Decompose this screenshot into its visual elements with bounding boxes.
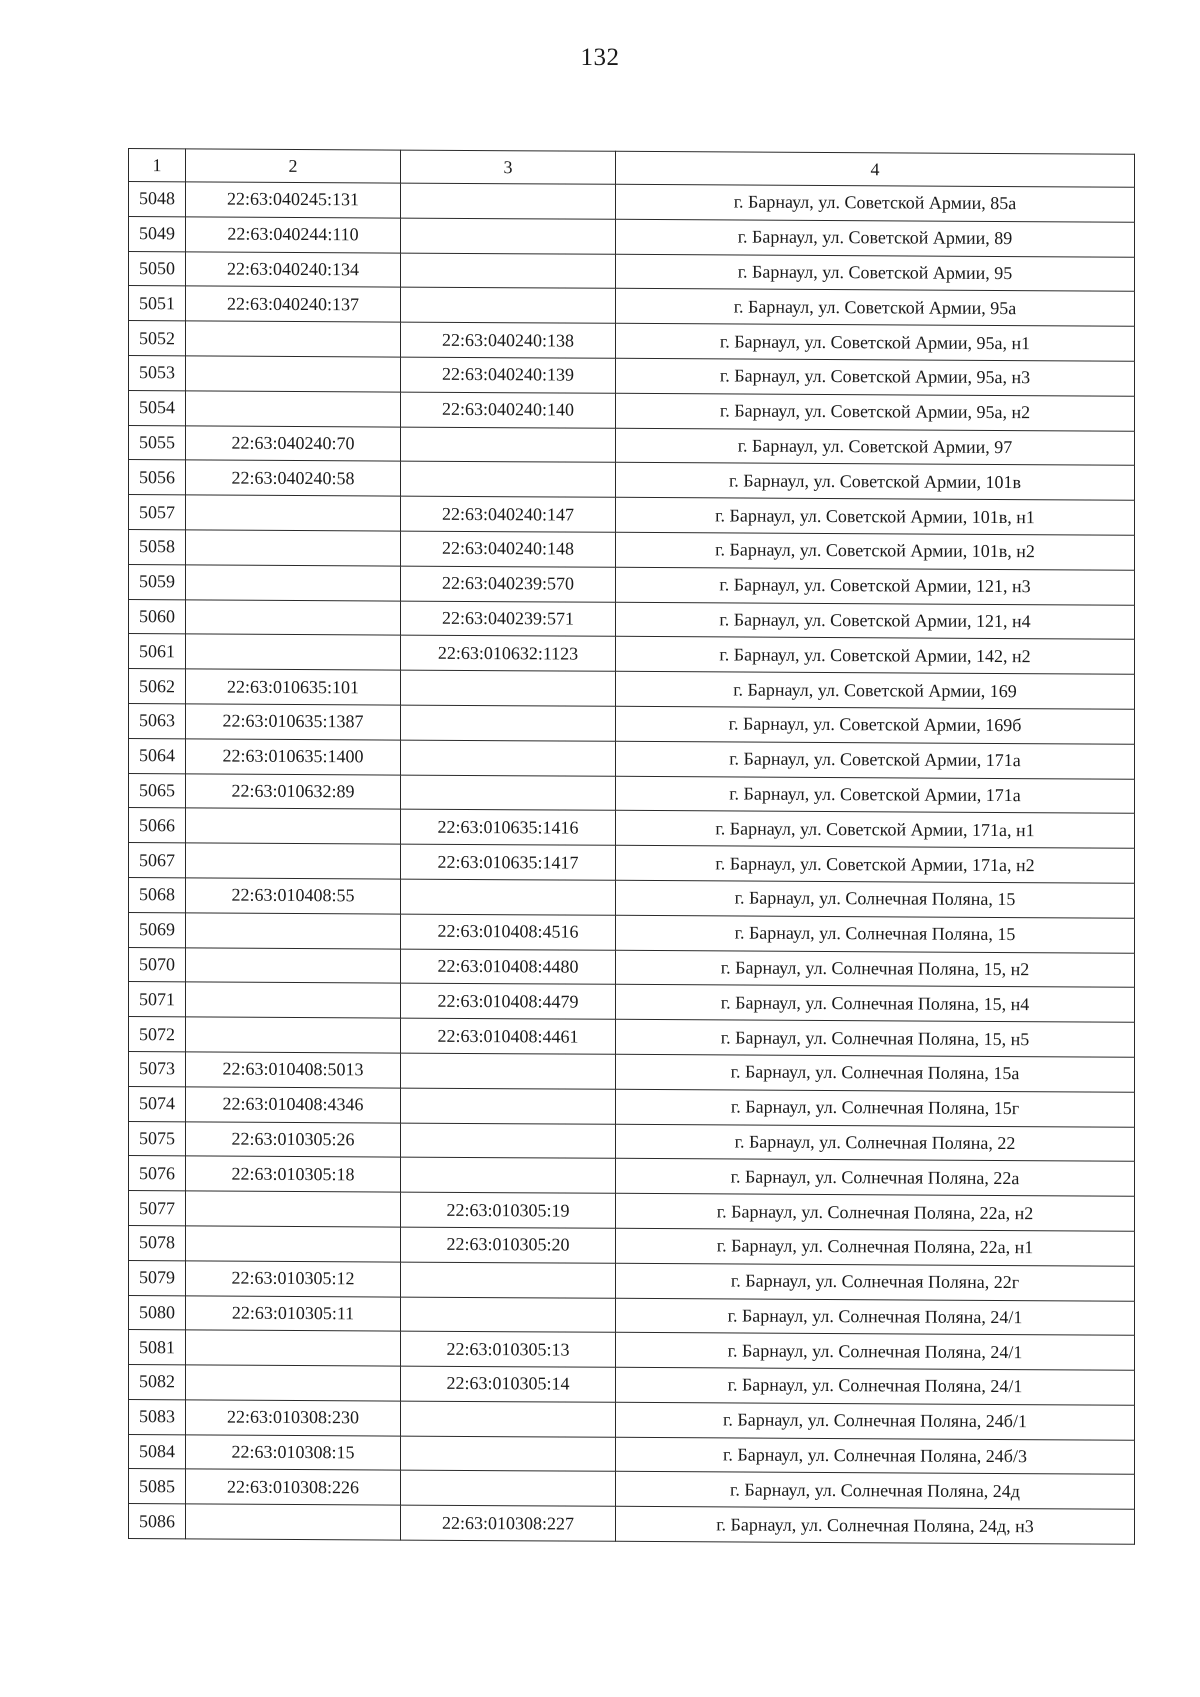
table-row xyxy=(129,182,1135,223)
cadastral-number-cell: 22:63:010635:1387 xyxy=(186,704,401,740)
cadastral-number-alt-cell: 22:63:010305:13 xyxy=(401,1331,616,1367)
address-cell: г. Барнаул, ул. Советской Армии, 171а xyxy=(616,776,1135,814)
table-row xyxy=(129,773,1135,814)
cadastral-number-cell xyxy=(186,982,401,1018)
row-number-cell: 5053 xyxy=(129,355,186,390)
row-number-cell: 5054 xyxy=(129,390,186,425)
cadastral-number-cell: 22:63:010408:5013 xyxy=(186,1052,401,1088)
row-number-cell: 5066 xyxy=(129,808,186,843)
cadastral-number-alt-cell: 22:63:010305:14 xyxy=(401,1366,616,1402)
row-number-cell: 5074 xyxy=(129,1086,186,1121)
row-number-cell: 5085 xyxy=(129,1469,186,1504)
cadastral-number-alt-cell: 22:63:010635:1416 xyxy=(401,809,616,845)
cadastral-number-cell: 22:63:010305:26 xyxy=(186,1121,401,1157)
cadastral-number-alt-cell xyxy=(401,1053,616,1089)
cadastral-number-cell: 22:63:040244:110 xyxy=(186,217,401,253)
cadastral-number-cell xyxy=(186,1330,401,1366)
table-row xyxy=(129,1260,1135,1301)
cadastral-number-cell: 22:63:010635:101 xyxy=(186,669,401,705)
table-row xyxy=(129,1469,1135,1510)
cadastral-number-alt-cell xyxy=(401,427,616,463)
row-number-cell: 5082 xyxy=(129,1365,186,1400)
cadastral-number-alt-cell: 22:63:040239:571 xyxy=(401,601,616,637)
cadastral-number-alt-cell: 22:63:010408:4516 xyxy=(401,914,616,950)
table-row xyxy=(129,529,1135,570)
row-number-cell: 5057 xyxy=(129,495,186,530)
table-row xyxy=(129,495,1135,536)
address-cell: г. Барнаул, ул. Солнечная Поляна, 15, н2 xyxy=(616,950,1135,988)
cadastral-number-cell xyxy=(186,391,401,427)
cadastral-number-alt-cell: 22:63:010632:1123 xyxy=(401,635,616,671)
address-cell: г. Барнаул, ул. Солнечная Поляна, 24б/3 xyxy=(616,1437,1135,1475)
cadastral-number-cell: 22:63:040245:131 xyxy=(186,182,401,218)
table-row xyxy=(129,1504,1135,1545)
address-cell: г. Барнаул, ул. Солнечная Поляна, 15 xyxy=(616,915,1135,953)
registry-table xyxy=(128,148,1135,1545)
cadastral-number-cell xyxy=(186,808,401,844)
cadastral-number-alt-cell: 22:63:010305:20 xyxy=(401,1227,616,1263)
table-row xyxy=(129,251,1135,292)
cadastral-number-alt-cell: 22:63:040239:570 xyxy=(401,566,616,602)
address-cell: г. Барнаул, ул. Солнечная Поляна, 22а xyxy=(616,1159,1135,1197)
cadastral-number-cell: 22:63:010408:55 xyxy=(186,878,401,914)
table-row xyxy=(129,808,1135,849)
address-cell: г. Барнаул, ул. Советской Армии, 169б xyxy=(616,706,1135,744)
address-cell: г. Барнаул, ул. Советской Армии, 95а, н1 xyxy=(616,323,1135,361)
table-row xyxy=(129,1399,1135,1440)
cadastral-number-alt-cell: 22:63:040240:138 xyxy=(401,322,616,358)
address-cell: г. Барнаул, ул. Солнечная Поляна, 22а, н2 xyxy=(616,1193,1135,1231)
cadastral-number-alt-cell xyxy=(401,1436,616,1472)
row-number-cell: 5084 xyxy=(129,1434,186,1469)
cadastral-number-cell xyxy=(186,321,401,357)
address-cell: г. Барнаул, ул. Советской Армии, 171а, н1 xyxy=(616,811,1135,849)
row-number-cell: 5069 xyxy=(129,912,186,947)
cadastral-number-alt-cell xyxy=(401,253,616,289)
address-cell: г. Барнаул, ул. Советской Армии, 95 xyxy=(616,254,1135,292)
cadastral-number-alt-cell xyxy=(401,1262,616,1298)
table-row xyxy=(129,1295,1135,1336)
table-row xyxy=(129,1191,1135,1232)
cadastral-number-cell xyxy=(186,1191,401,1227)
address-cell: г. Барнаул, ул. Советской Армии, 95а, н3 xyxy=(616,358,1135,396)
cadastral-number-cell: 22:63:040240:137 xyxy=(186,286,401,322)
table-row xyxy=(129,599,1135,640)
table-row xyxy=(129,877,1135,918)
table-row xyxy=(129,669,1135,710)
address-cell: г. Барнаул, ул. Солнечная Поляна, 22а, н1 xyxy=(616,1228,1135,1266)
cadastral-number-alt-cell: 22:63:010305:19 xyxy=(401,1192,616,1228)
cadastral-number-cell xyxy=(186,1504,401,1540)
address-cell: г. Барнаул, ул. Советской Армии, 95а, н2 xyxy=(616,393,1135,431)
address-cell: г. Барнаул, ул. Солнечная Поляна, 15а xyxy=(616,1054,1135,1092)
address-cell: г. Барнаул, ул. Солнечная Поляна, 24д, н3 xyxy=(616,1507,1135,1545)
table-row xyxy=(129,564,1135,605)
cadastral-number-cell xyxy=(186,530,401,566)
cadastral-number-alt-cell xyxy=(401,705,616,741)
table-row xyxy=(129,355,1135,396)
address-cell: г. Барнаул, ул. Солнечная Поляна, 24д xyxy=(616,1472,1135,1510)
cadastral-number-cell xyxy=(186,1017,401,1053)
row-number-cell: 5049 xyxy=(129,216,186,251)
cadastral-number-alt-cell xyxy=(401,218,616,254)
address-cell: г. Барнаул, ул. Советской Армии, 169 xyxy=(616,671,1135,709)
row-number-cell: 5050 xyxy=(129,251,186,286)
row-number-cell: 5083 xyxy=(129,1399,186,1434)
row-number-cell: 5077 xyxy=(129,1191,186,1226)
row-number-cell: 5059 xyxy=(129,564,186,599)
table-row xyxy=(129,912,1135,953)
row-number-cell: 5065 xyxy=(129,773,186,808)
cadastral-number-cell xyxy=(186,634,401,670)
table-row xyxy=(129,1017,1135,1058)
row-number-cell: 5076 xyxy=(129,1156,186,1191)
cadastral-number-alt-cell: 22:63:010308:227 xyxy=(401,1505,616,1541)
row-number-cell: 5062 xyxy=(129,669,186,704)
row-number-cell: 5048 xyxy=(129,182,186,217)
row-number-cell: 5073 xyxy=(129,1051,186,1086)
address-cell: г. Барнаул, ул. Солнечная Поляна, 24б/1 xyxy=(616,1402,1135,1440)
table-body xyxy=(129,182,1135,1545)
address-cell: г. Барнаул, ул. Солнечная Поляна, 15, н5 xyxy=(616,1019,1135,1057)
cadastral-number-alt-cell: 22:63:010408:4480 xyxy=(401,949,616,985)
table-row xyxy=(129,1225,1135,1266)
row-number-cell: 5052 xyxy=(129,321,186,356)
row-number-cell: 5072 xyxy=(129,1017,186,1052)
address-cell: г. Барнаул, ул. Советской Армии, 101в xyxy=(616,463,1135,501)
cadastral-number-cell: 22:63:010408:4346 xyxy=(186,1087,401,1123)
table-row xyxy=(129,982,1135,1023)
table-row xyxy=(129,738,1135,779)
cadastral-number-alt-cell xyxy=(401,670,616,706)
cadastral-number-alt-cell xyxy=(401,1157,616,1193)
table-row xyxy=(129,321,1135,362)
address-cell: г. Барнаул, ул. Солнечная Поляна, 15 xyxy=(616,880,1135,918)
row-number-cell: 5051 xyxy=(129,286,186,321)
table-row xyxy=(129,1086,1135,1127)
cadastral-number-alt-cell: 22:63:040240:148 xyxy=(401,531,616,567)
cadastral-number-cell xyxy=(186,843,401,879)
cadastral-number-cell: 22:63:010305:18 xyxy=(186,1156,401,1192)
column-header-1: 1 xyxy=(129,149,186,182)
table-row xyxy=(129,425,1135,466)
cadastral-number-cell xyxy=(186,1226,401,1262)
column-header-4: 4 xyxy=(616,151,1135,187)
cadastral-number-cell: 22:63:010308:230 xyxy=(186,1400,401,1436)
cadastral-number-cell: 22:63:010305:11 xyxy=(186,1295,401,1331)
cadastral-number-cell: 22:63:010305:12 xyxy=(186,1261,401,1297)
cadastral-number-cell xyxy=(186,495,401,531)
cadastral-number-cell xyxy=(186,565,401,601)
address-cell: г. Барнаул, ул. Солнечная Поляна, 22 xyxy=(616,1124,1135,1162)
row-number-cell: 5086 xyxy=(129,1504,186,1539)
row-number-cell: 5070 xyxy=(129,947,186,982)
table-row xyxy=(129,1365,1135,1406)
table-row xyxy=(129,1051,1135,1092)
row-number-cell: 5068 xyxy=(129,877,186,912)
address-cell: г. Барнаул, ул. Солнечная Поляна, 24/1 xyxy=(616,1298,1135,1336)
cadastral-number-alt-cell xyxy=(401,1123,616,1159)
column-header-2: 2 xyxy=(186,149,401,183)
row-number-cell: 5071 xyxy=(129,982,186,1017)
cadastral-number-cell: 22:63:040240:134 xyxy=(186,251,401,287)
table-row xyxy=(129,390,1135,431)
row-number-cell: 5056 xyxy=(129,460,186,495)
row-number-cell: 5067 xyxy=(129,843,186,878)
row-number-cell: 5080 xyxy=(129,1295,186,1330)
table-row xyxy=(129,286,1135,327)
cadastral-number-alt-cell xyxy=(401,1088,616,1124)
page-number: 132 xyxy=(580,44,620,71)
row-number-cell: 5075 xyxy=(129,1121,186,1156)
cadastral-number-cell: 22:63:010308:15 xyxy=(186,1435,401,1471)
cadastral-number-alt-cell xyxy=(401,287,616,323)
cadastral-number-alt-cell xyxy=(401,879,616,915)
cadastral-number-alt-cell xyxy=(401,775,616,811)
cadastral-number-cell: 22:63:010308:226 xyxy=(186,1469,401,1505)
table-row xyxy=(129,1330,1135,1371)
address-cell: г. Барнаул, ул. Солнечная Поляна, 24/1 xyxy=(616,1333,1135,1371)
cadastral-number-cell xyxy=(186,913,401,949)
cadastral-number-alt-cell xyxy=(401,183,616,219)
cadastral-number-alt-cell: 22:63:040240:147 xyxy=(401,496,616,532)
cadastral-number-alt-cell: 22:63:040240:140 xyxy=(401,392,616,428)
table-row xyxy=(129,1156,1135,1197)
cadastral-number-cell xyxy=(186,947,401,983)
address-cell: г. Барнаул, ул. Советской Армии, 97 xyxy=(616,428,1135,466)
table-row xyxy=(129,1121,1135,1162)
cadastral-number-cell: 22:63:010632:89 xyxy=(186,773,401,809)
address-cell: г. Барнаул, ул. Советской Армии, 142, н2 xyxy=(616,637,1135,675)
cadastral-number-alt-cell: 22:63:010635:1417 xyxy=(401,844,616,880)
address-cell: г. Барнаул, ул. Советской Армии, 85а xyxy=(616,184,1135,222)
address-cell: г. Барнаул, ул. Советской Армии, 171а xyxy=(616,741,1135,779)
table-row xyxy=(129,703,1135,744)
table-row xyxy=(129,843,1135,884)
address-cell: г. Барнаул, ул. Советской Армии, 121, н4 xyxy=(616,602,1135,640)
table-row xyxy=(129,460,1135,501)
cadastral-number-alt-cell: 22:63:040240:139 xyxy=(401,357,616,393)
address-cell: г. Барнаул, ул. Советской Армии, 171а, н2 xyxy=(616,845,1135,883)
table-row xyxy=(129,1434,1135,1475)
address-cell: г. Барнаул, ул. Солнечная Поляна, 24/1 xyxy=(616,1367,1135,1405)
address-cell: г. Барнаул, ул. Советской Армии, 101в, н2 xyxy=(616,532,1135,570)
row-number-cell: 5078 xyxy=(129,1225,186,1260)
row-number-cell: 5058 xyxy=(129,529,186,564)
row-number-cell: 5079 xyxy=(129,1260,186,1295)
cadastral-number-cell xyxy=(186,1365,401,1401)
table-row xyxy=(129,947,1135,988)
table-row xyxy=(129,634,1135,675)
address-cell: г. Барнаул, ул. Солнечная Поляна, 15г xyxy=(616,1089,1135,1127)
row-number-cell: 5061 xyxy=(129,634,186,669)
row-number-cell: 5081 xyxy=(129,1330,186,1365)
cadastral-number-cell xyxy=(186,356,401,392)
cadastral-number-alt-cell xyxy=(401,740,616,776)
row-number-cell: 5064 xyxy=(129,738,186,773)
cadastral-number-alt-cell: 22:63:010408:4479 xyxy=(401,983,616,1019)
cadastral-number-cell: 22:63:010635:1400 xyxy=(186,739,401,775)
cadastral-number-cell xyxy=(186,599,401,635)
table-row xyxy=(129,216,1135,257)
address-cell: г. Барнаул, ул. Советской Армии, 101в, н1 xyxy=(616,497,1135,535)
cadastral-number-alt-cell: 22:63:010408:4461 xyxy=(401,1018,616,1054)
address-cell: г. Барнаул, ул. Солнечная Поляна, 22г xyxy=(616,1263,1135,1301)
cadastral-number-alt-cell xyxy=(401,1471,616,1507)
cadastral-number-cell: 22:63:040240:70 xyxy=(186,425,401,461)
column-header-3: 3 xyxy=(401,150,616,184)
cadastral-number-alt-cell xyxy=(401,461,616,497)
row-number-cell: 5055 xyxy=(129,425,186,460)
cadastral-number-alt-cell xyxy=(401,1297,616,1333)
cadastral-number-cell: 22:63:040240:58 xyxy=(186,460,401,496)
row-number-cell: 5060 xyxy=(129,599,186,634)
address-cell: г. Барнаул, ул. Советской Армии, 121, н3 xyxy=(616,567,1135,605)
row-number-cell: 5063 xyxy=(129,703,186,738)
address-cell: г. Барнаул, ул. Советской Армии, 89 xyxy=(616,219,1135,257)
cadastral-number-alt-cell xyxy=(401,1401,616,1437)
address-cell: г. Барнаул, ул. Солнечная Поляна, 15, н4 xyxy=(616,985,1135,1023)
address-cell: г. Барнаул, ул. Советской Армии, 95а xyxy=(616,289,1135,327)
